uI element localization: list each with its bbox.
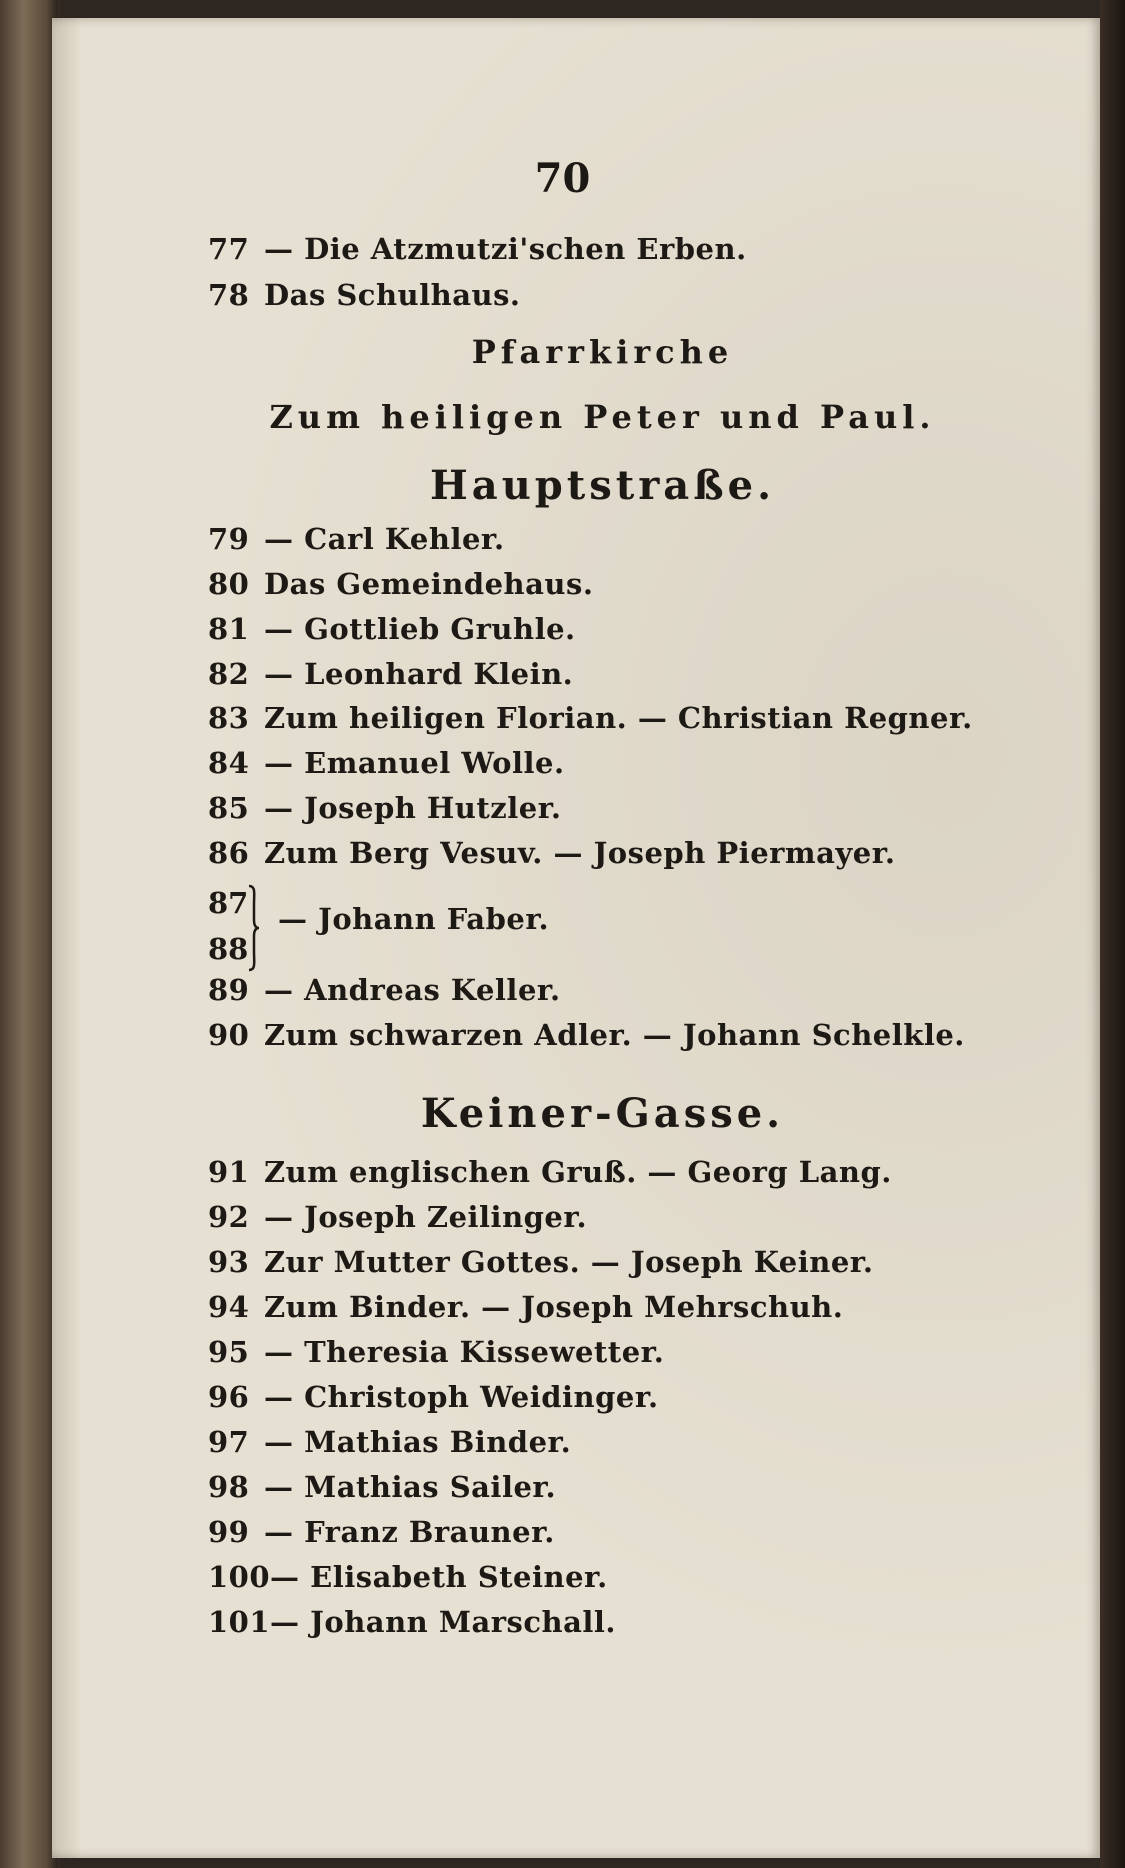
house-number: 92 <box>208 1200 250 1234</box>
entry-text: Das Gemeindehaus. <box>264 567 594 601</box>
house-number: 91 <box>208 1155 250 1189</box>
curly-brace-icon <box>248 884 260 972</box>
entry-text: — Mathias Binder. <box>264 1425 572 1459</box>
entry-text: — Johann Faber. <box>278 902 550 936</box>
entry-text: — Emanuel Wolle. <box>264 746 565 780</box>
house-number: 81 <box>208 612 250 646</box>
list-item <box>208 836 895 870</box>
list-item <box>208 701 973 735</box>
page-number: 70 <box>534 155 591 202</box>
house-number: 82 <box>208 657 250 691</box>
section-heading-hauptstrasse: Hauptstraße. <box>430 462 775 509</box>
entry-text: Zum Berg Vesuv. — Joseph Piermayer. <box>264 836 896 870</box>
list-item <box>208 612 576 646</box>
house-number: 85 <box>208 791 250 825</box>
entry-text: — Andreas Keller. <box>264 973 561 1007</box>
list-item <box>208 1560 608 1594</box>
house-number: 100 <box>208 1560 271 1594</box>
house-number: 87 <box>208 886 249 920</box>
entry-text: — Carl Kehler. <box>264 522 505 556</box>
entry-text: — Johann Marschall. <box>270 1605 617 1639</box>
list-item <box>208 1335 664 1369</box>
list-item <box>208 1245 873 1279</box>
brace-numbers <box>208 880 248 972</box>
house-number: 96 <box>208 1380 250 1414</box>
church-heading: Pfarrkirche <box>471 333 734 371</box>
list-item <box>208 973 561 1007</box>
list-item <box>208 1470 556 1504</box>
house-number: 93 <box>208 1245 250 1279</box>
house-number: 98 <box>208 1470 250 1504</box>
house-number: 89 <box>208 973 250 1007</box>
entry-text: — Die Atzmutzi'schen Erben. <box>264 232 747 266</box>
house-number: 80 <box>208 567 250 601</box>
list-item <box>208 1605 616 1639</box>
section-heading-keiner-gasse: Keiner-Gasse. <box>420 1090 785 1137</box>
house-number: 95 <box>208 1335 250 1369</box>
list-item <box>208 232 747 266</box>
list-item <box>208 657 573 691</box>
list-item <box>208 567 593 601</box>
entry-text: Das Schulhaus. <box>264 278 521 312</box>
entry-text: Zum Binder. — Joseph Mehrschuh. <box>264 1290 844 1324</box>
entry-text: — Gottlieb Gruhle. <box>264 612 576 646</box>
house-number: 78 <box>208 278 250 312</box>
entry-text: — Mathias Sailer. <box>264 1470 557 1504</box>
list-item <box>208 1155 892 1189</box>
list-item <box>208 278 521 312</box>
list-item <box>208 1290 843 1324</box>
house-number: 101 <box>208 1605 271 1639</box>
house-number: 77 <box>208 232 250 266</box>
church-subheading: Zum heiligen Peter und Paul. <box>269 398 936 436</box>
entry-text: — Theresia Kissewetter. <box>264 1335 665 1369</box>
list-item <box>208 1515 555 1549</box>
list-item <box>208 1200 587 1234</box>
entry-text: — Leonhard Klein. <box>264 657 574 691</box>
list-item <box>208 746 565 780</box>
entry-text: — Joseph Hutzler. <box>264 791 562 825</box>
entry-text: Zum heiligen Florian. — Christian Regner. <box>264 701 973 735</box>
house-number: 97 <box>208 1425 250 1459</box>
house-number: 99 <box>208 1515 250 1549</box>
entry-text: Zum schwarzen Adler. — Johann Schelkle. <box>264 1018 965 1052</box>
entry-text: Zur Mutter Gottes. — Joseph Keiner. <box>264 1245 874 1279</box>
house-number: 88 <box>208 932 249 966</box>
entry-text: — Elisabeth Steiner. <box>270 1560 608 1594</box>
list-item <box>208 1380 659 1414</box>
house-number: 79 <box>208 522 250 556</box>
list-item <box>208 791 561 825</box>
house-number: 86 <box>208 836 250 870</box>
house-number: 94 <box>208 1290 250 1324</box>
entry-text: — Christoph Weidinger. <box>264 1380 659 1414</box>
list-item <box>208 1018 965 1052</box>
entry-text: — Joseph Zeilinger. <box>264 1200 588 1234</box>
list-item <box>208 522 505 556</box>
house-number: 84 <box>208 746 250 780</box>
house-number: 83 <box>208 701 250 735</box>
entry-text: — Franz Brauner. <box>264 1515 555 1549</box>
list-item <box>208 1425 571 1459</box>
entry-text: Zum englischen Gruß. — Georg Lang. <box>264 1155 892 1189</box>
house-number: 90 <box>208 1018 250 1052</box>
